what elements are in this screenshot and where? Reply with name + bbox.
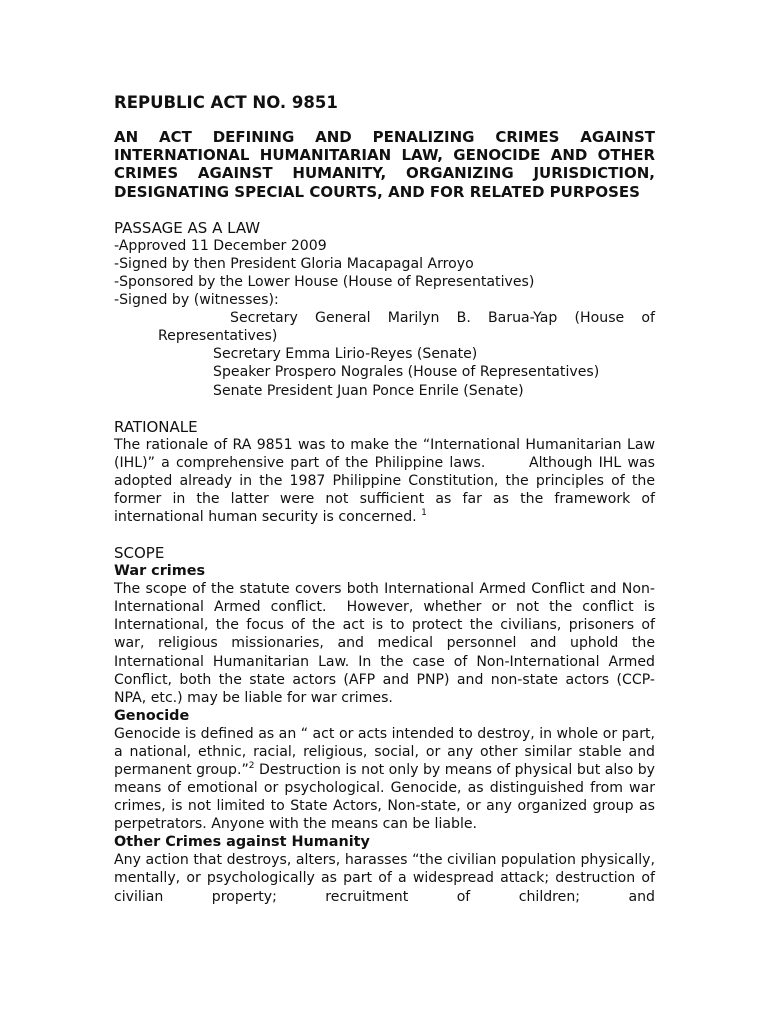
document-title: REPUBLIC ACT NO. 9851 [114,93,338,112]
document-subtitle: AN ACT DEFINING AND PENALIZING CRIMES AGAINST INTERNATIONAL HUMANITARIAN LAW, GENOCIDE AND OTHER CRIMES AGAINST HUMANITY, ORGANIZING JURISDICTION, DESIGNATING SPECIAL COURTS, AND FOR RELATED PURPOSES [114,128,655,201]
other-crimes-heading: Other Crimes against Humanity [114,834,370,851]
genocide-paragraph [114,725,655,834]
footnote-marker: 2 [248,760,255,771]
passage-item-sponsored: -Sponsored by the Lower House (House of Representatives) [114,274,535,290]
passage-item-signed-president: -Signed by then President Gloria Macapagal Arroyo [114,255,474,272]
passage-heading: PASSAGE AS A LAW [114,218,261,237]
witness-item: Secretary Emma Lirio-Reyes (Senate) [213,346,478,363]
witness-item: Speaker Prospero Nograles (House of Representatives) [213,364,600,381]
spacer [114,526,655,544]
witness-item: Senate President Juan Ponce Enrile (Senate) [213,382,524,399]
scope-heading: SCOPE [114,544,165,563]
genocide-text-after: Destruction is not only by means of physical but also by means of emotional or psychological. Genocide, as distinguished from war crimes, is not limited to State Actors, Non-state, or any organized group as perpetrators. Anyone with the means can be liable. [114,761,655,833]
other-crimes-paragraph: Any action that destroys, alters, harasses “the civilian population physically, mentally, or psychologically as part of a widespread attack; destruction of civilian property; recruitment of children; and [114,852,655,905]
war-crimes-heading: War crimes [114,563,206,580]
witness-item: Secretary General Marilyn B. Barua-Yap (House of Representatives) [158,310,655,345]
rationale-heading: RATIONALE [114,417,198,436]
footnote-marker: 1 [421,508,427,519]
spacer [114,400,655,418]
war-crimes-paragraph: The scope of the statute covers both International Armed Conflict and Non-International Armed conflict. However, whether or not the conflict is International, the focus of the act is to protect the civilians, prisoners of war, religious missionaries, and medical personnel and uphold the International Humanitarian Law. In the case of Non-International Armed Conflict, both the state actors (AFP and PNP) and non-state actors (CCP-NPA, etc.) may be liable for war crimes. [114,581,660,706]
passage-item-witnesses: -Signed by (witnesses): [114,292,279,309]
document-page [114,92,660,906]
passage-item-approved: -Approved 11 December 2009 [114,237,327,254]
genocide-heading: Genocide [114,707,190,724]
rationale-paragraph [114,436,660,526]
rationale-text: The rationale of RA 9851 was to make the “International Humanitarian Law (IHL)” a comprehensive part of the Philippine laws. Although IHL was adopted already in the 1987 Philippine Constitution, the principles of the former in the latter were not sufficient as far as the framework of international human security is concerned. [114,436,660,526]
genocide-text-before: Genocide is defined as an “ act or acts intended to destroy, in whole or part, a national, ethnic, racial, religious, social, or any other similar stable and permanent group.” [114,725,655,778]
